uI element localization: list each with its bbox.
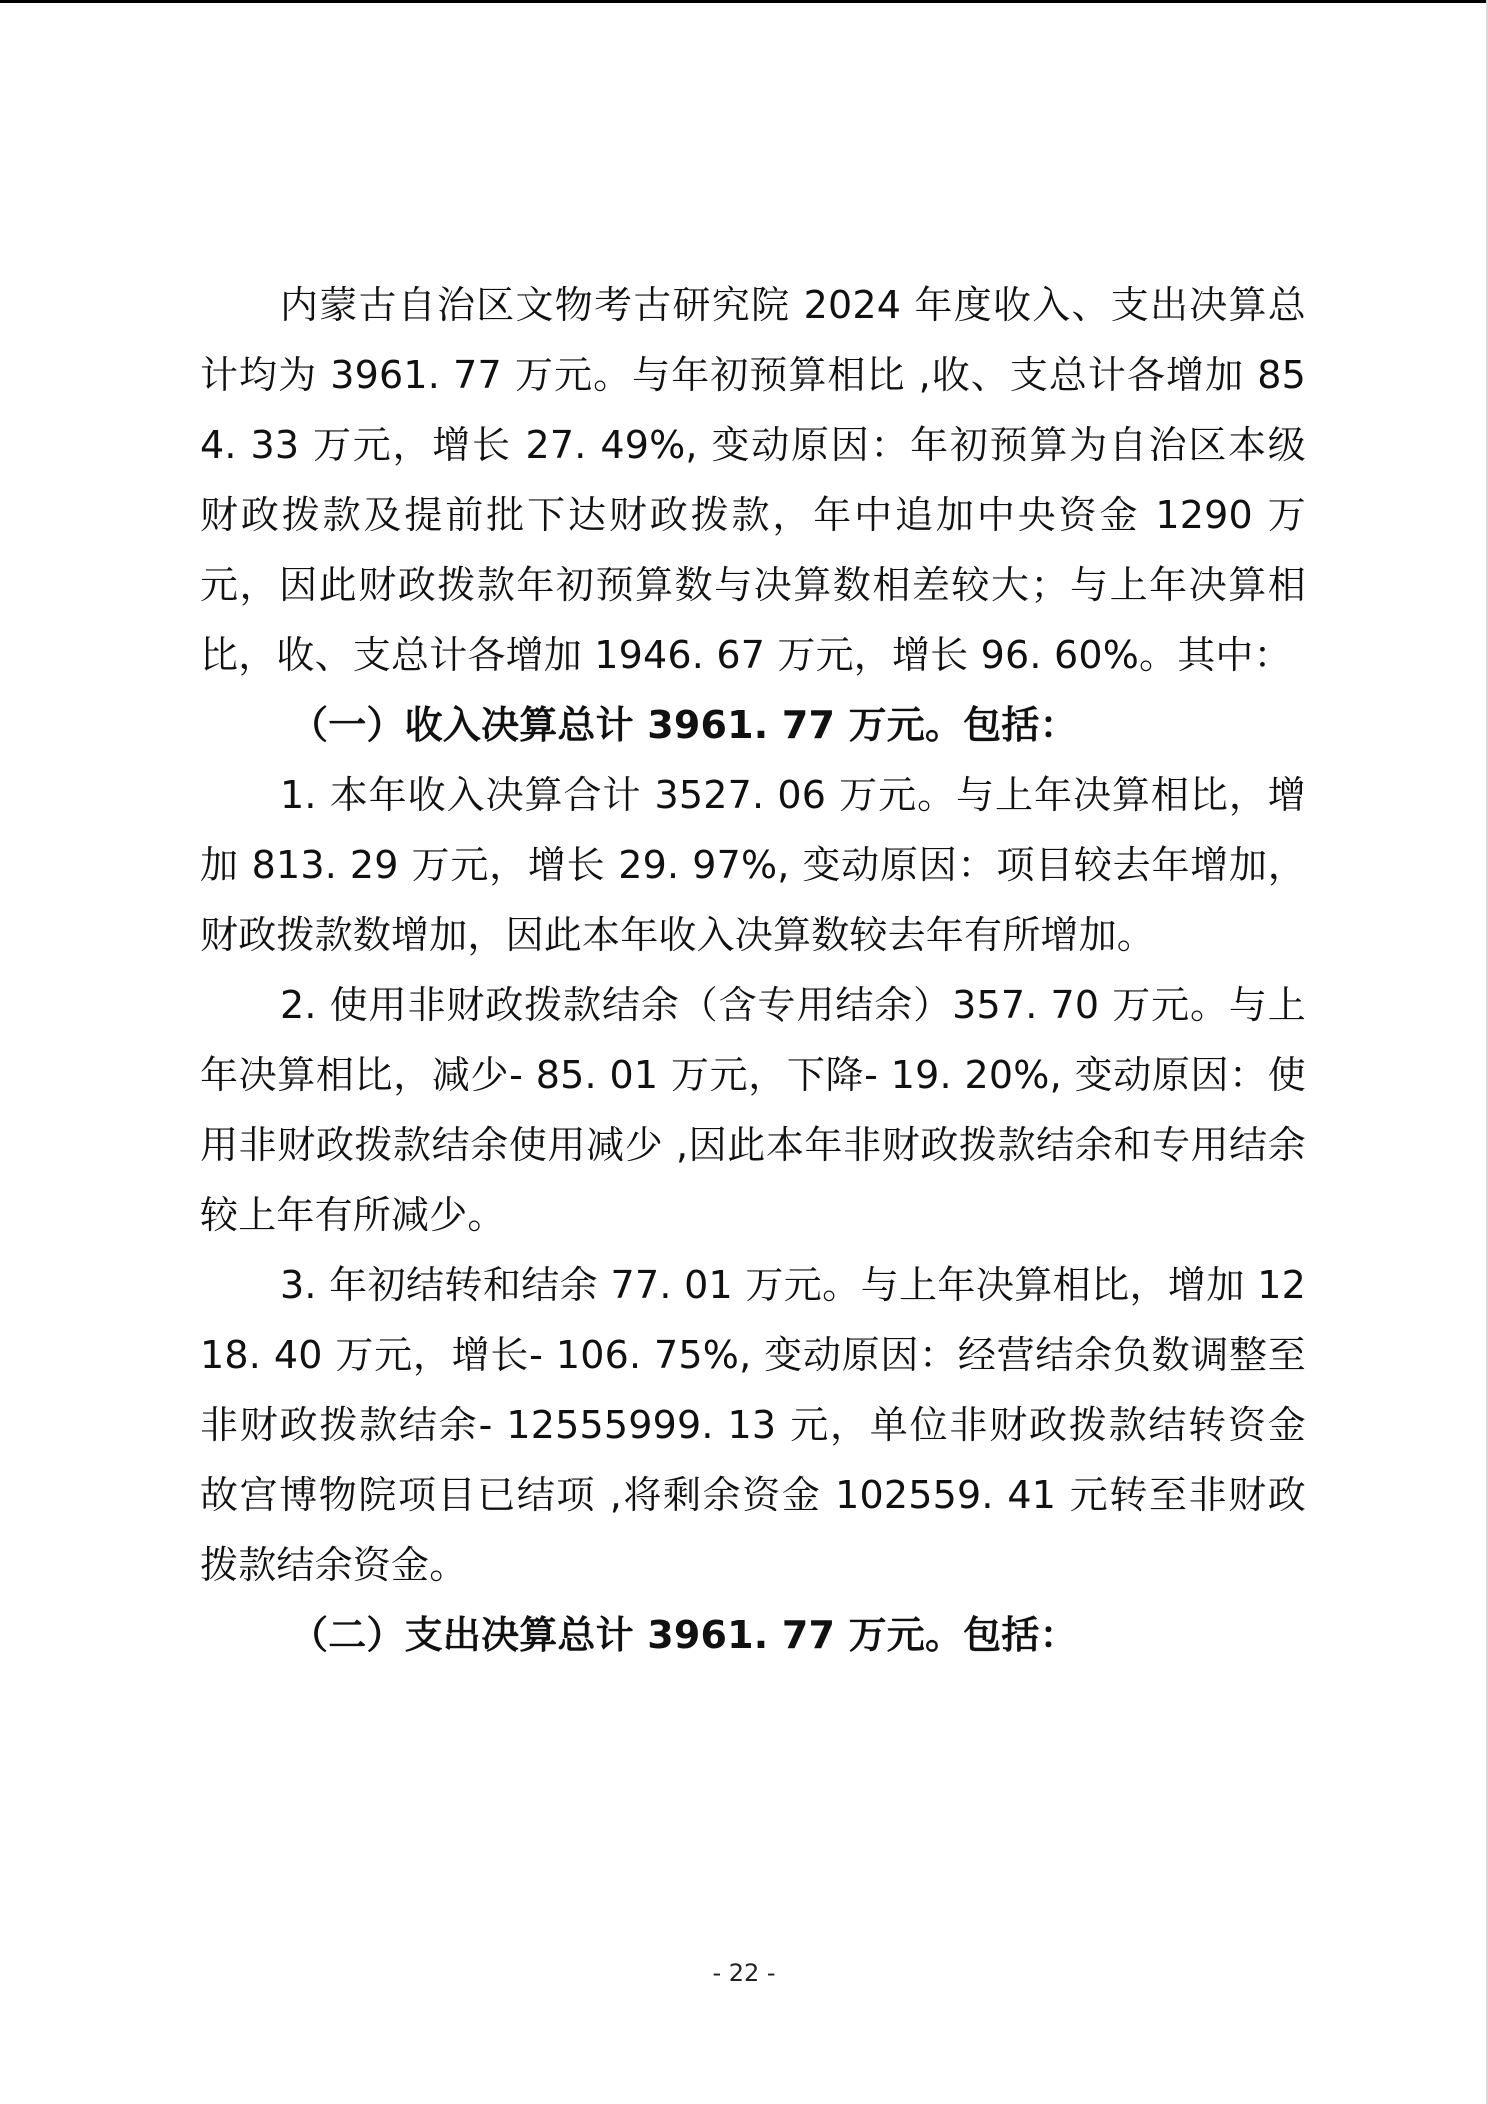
expense-section-heading: （二）支出决算总计 3961. 77 万元。包括： (290, 1613, 1078, 1657)
page-number: - 22 - (712, 1959, 776, 1987)
income-item-3: 3. 年初结转和结余 77. 01 万元。与上年决算相比，增加 1218. 40 万元，增长- 106. 75%, 变动原因：经营结余负数调整至非财政拨款结余- 12555999. 13 元，单位非财政拨款结转资金故宫博物院项目已结项 ,将剩余资金 102559. 41 元转至非财政拨款结余资金。 (200, 1263, 1306, 1587)
income-item-1: 1. 本年收入决算合计 3527. 06 万元。与上年决算相比，增加 813. 29 万元，增长 29. 97%, 变动原因：项目较去年增加，财政拨款数增加，因此本年收入决算数较去年有所增加。 (200, 773, 1306, 957)
income-item-2: 2. 使用非财政拨款结余（含专用结余）357. 70 万元。与上年决算相比，减少- 85. 01 万元，下降- 19. 20%, 变动原因：使用非财政拨款结余使用减少 ,因此本年非财政拨款结余和专用结余较上年有所减少。 (200, 983, 1306, 1237)
document-body (200, 270, 1306, 1670)
top-border-line (0, 0, 1488, 3)
intro-paragraph: 内蒙古自治区文物考古研究院 2024 年度收入、支出决算总计均为 3961. 77 万元。与年初预算相比 ,收、支总计各增加 854. 33 万元，增长 27. 49%, 变动原因：年初预算为自治区本级财政拨款及提前批下达财政拨款，年中追加中央资金 1290 万元，因此财政拨款年初预算数与决算数相差较大；与上年决算相比，收、支总计各增加 1946. 67 万元，增长 96. 60%。其中： (200, 283, 1306, 677)
income-section-heading: （一）收入决算总计 3961. 77 万元。包括： (290, 703, 1078, 747)
